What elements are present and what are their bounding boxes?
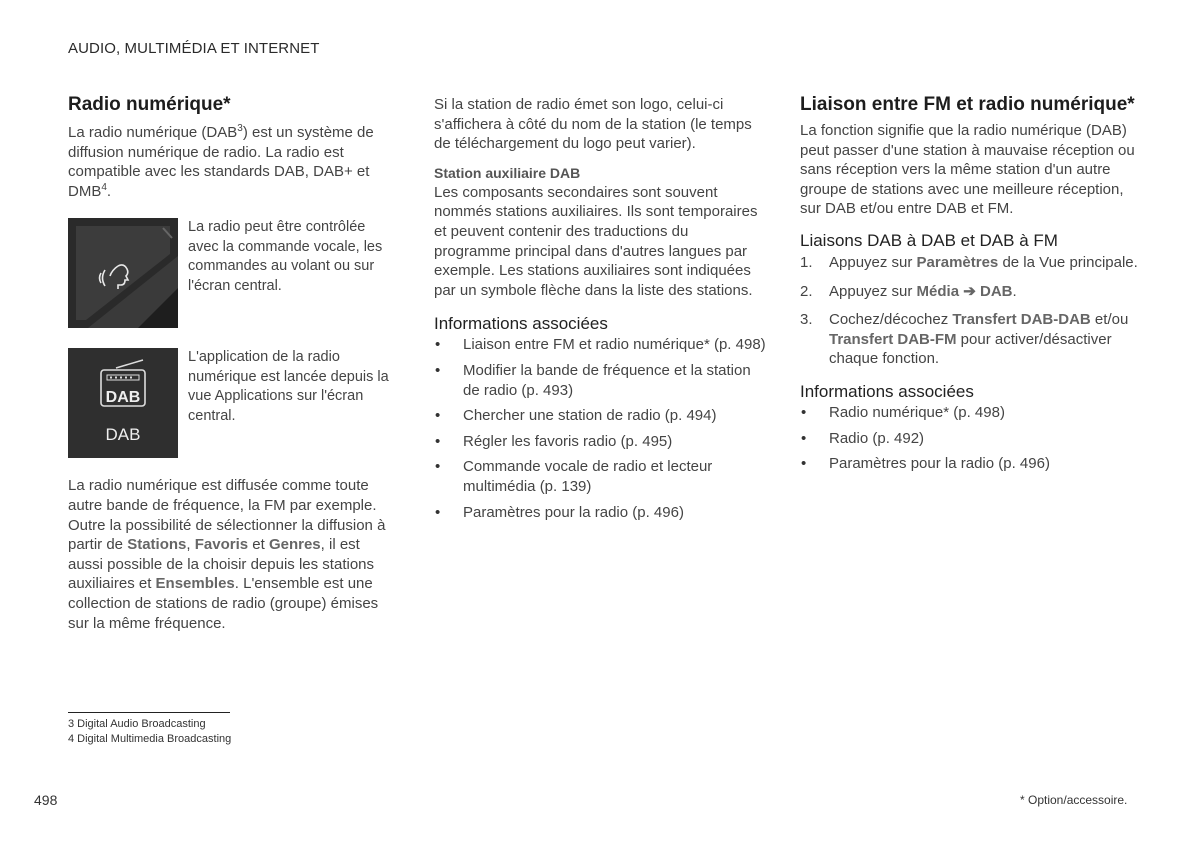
ui-label-parametres: Paramètres bbox=[916, 253, 999, 271]
related-link-text: Radio numérique* (p. 498) bbox=[829, 403, 1005, 421]
running-header: AUDIO, MULTIMÉDIA ET INTERNET bbox=[68, 40, 320, 57]
related-link-commande-vocale[interactable] bbox=[434, 457, 769, 496]
section-title-liaison-fm: Liaison entre FM et radio numérique* bbox=[800, 94, 1135, 115]
broadcast-comma: , bbox=[186, 536, 195, 554]
column-liaison-fm bbox=[800, 94, 1140, 480]
ui-label-stations: Stations bbox=[127, 536, 187, 554]
liaison-intro-paragraph: La fonction signifie que la radio numérique (DAB) peut passer d'une station à mauvaise réception ou sans réception vers la même station d'un autre groupe de stations avec une meilleure réception, sur DAB et/ou entre DAB et FM. bbox=[800, 122, 1135, 218]
ui-label-favoris: Favoris bbox=[194, 536, 249, 554]
ui-label-media: Média bbox=[916, 282, 960, 300]
related-link-text: Régler les favoris radio (p. 495) bbox=[463, 432, 673, 450]
related-link-chercher-station[interactable] bbox=[434, 406, 769, 426]
broadcast-paragraph bbox=[68, 476, 398, 633]
related-link-liaison-fm[interactable] bbox=[434, 335, 769, 355]
step-text: Cochez/décochez bbox=[829, 311, 953, 329]
related-info-list bbox=[434, 335, 769, 522]
broadcast-et: et bbox=[248, 536, 269, 554]
step-text: de la Vue principale. bbox=[998, 253, 1138, 271]
related-info-list-2 bbox=[800, 403, 1140, 474]
footnote-divider bbox=[68, 712, 230, 713]
step-text: pour activer/désactiver chaque fonction. bbox=[829, 330, 1112, 368]
voice-control-caption: La radio peut être contrôlée avec la commande vocale, les commandes au volant ou sur l'écran central. bbox=[188, 219, 383, 294]
related-link-text: Chercher une station de radio (p. 494) bbox=[463, 407, 717, 425]
intro-text-c: . bbox=[106, 182, 112, 200]
dab-app-figure bbox=[68, 348, 398, 458]
section-title-radio-numerique: Radio numérique* bbox=[68, 94, 231, 115]
step-text: . bbox=[1012, 282, 1017, 300]
related-link-text: Modifier la bande de fréquence et la station de radio (p. 493) bbox=[463, 361, 751, 399]
related-link-radio[interactable] bbox=[800, 429, 1140, 449]
step-number: 2. bbox=[800, 282, 813, 300]
voice-command-icon bbox=[68, 218, 178, 328]
related-link-modifier-bande[interactable] bbox=[434, 361, 769, 400]
liaisons-steps bbox=[800, 253, 1140, 369]
page-number: 498 bbox=[34, 792, 58, 808]
related-link-favoris[interactable] bbox=[434, 432, 769, 452]
intro-text-b: ) est un système de diffusion numérique de radio. La radio est compatible avec les standards DAB, DAB+ et DMB bbox=[68, 124, 374, 200]
option-note: * Option/accessoire. bbox=[1020, 793, 1128, 807]
ui-label-dab: DAB bbox=[979, 282, 1013, 300]
related-link-radio-numerique[interactable] bbox=[800, 403, 1140, 423]
footnote-4: 4 Digital Multimedia Broadcasting bbox=[68, 733, 232, 745]
related-info-title-2: Informations associées bbox=[800, 381, 974, 401]
arrow-right-icon: ➔ bbox=[963, 282, 976, 300]
related-link-parametres[interactable] bbox=[434, 503, 769, 523]
intro-text-a: La radio numérique (DAB bbox=[68, 124, 238, 141]
aux-station-paragraph: Les composants secondaires sont souvent nommés stations auxiliaires. Ils sont temporaires et peuvent contenir des traductions du programme principal dans d'autres langues par exemple. Les stations auxiliaires sont indiquées par un symbole flèche dans la liste des stations. bbox=[434, 183, 758, 299]
ui-label-transfert-dab-dab: Transfert DAB-DAB bbox=[952, 311, 1091, 329]
ui-label-transfert-dab-fm: Transfert DAB-FM bbox=[829, 330, 957, 348]
footnote-3: 3 Digital Audio Broadcasting bbox=[68, 718, 206, 730]
ui-label-ensembles: Ensembles bbox=[155, 575, 235, 593]
related-link-parametres-radio[interactable] bbox=[800, 454, 1140, 474]
broadcast-text-b: , il est aussi possible de la choisir depuis les stations auxiliaires et bbox=[68, 536, 374, 593]
aux-station-title: Station auxiliaire DAB bbox=[434, 164, 581, 181]
step-text: et/ou bbox=[1090, 311, 1129, 329]
related-link-text: Paramètres pour la radio (p. 496) bbox=[829, 455, 1050, 473]
related-info-title: Informations associées bbox=[434, 314, 608, 334]
related-link-text: Liaison entre FM et radio numérique* (p. 498) bbox=[463, 336, 766, 354]
voice-control-figure bbox=[68, 218, 398, 328]
dab-app-caption: L'application de la radio numérique est lancée depuis la vue Applications sur l'écran central. bbox=[188, 349, 389, 424]
column-radio-numerique bbox=[68, 94, 398, 633]
step-1 bbox=[800, 253, 1140, 273]
broadcast-text-a: La radio numérique est diffusée comme toute autre bande de fréquence, la FM par exemple. Outre la possibilité de sélectionner la diffusion à partir de bbox=[68, 477, 386, 554]
logo-paragraph: Si la station de radio émet son logo, celui-ci s'affichera à côté du nom de la station (le temps de téléchargement du logo peut varier). bbox=[434, 96, 752, 153]
step-number: 1. bbox=[800, 253, 813, 271]
related-link-text: Commande vocale de radio et lecteur multimédia (p. 139) bbox=[463, 458, 713, 495]
footnote-ref-4: 4 bbox=[101, 181, 107, 193]
dab-icon-label: DAB bbox=[105, 389, 141, 407]
dab-app-image bbox=[68, 348, 178, 458]
step-text: Appuyez sur bbox=[829, 253, 917, 271]
related-link-text: Radio (p. 492) bbox=[829, 429, 925, 447]
intro-paragraph bbox=[68, 123, 398, 201]
step-3 bbox=[800, 310, 1140, 369]
related-link-text: Paramètres pour la radio (p. 496) bbox=[463, 503, 684, 521]
footnote-ref-3: 3 bbox=[237, 123, 243, 134]
liaisons-subtitle: Liaisons DAB à DAB et DAB à FM bbox=[800, 230, 1058, 250]
dab-radio-icon bbox=[68, 348, 178, 458]
column-station-logo bbox=[434, 95, 769, 528]
voice-control-image bbox=[68, 218, 178, 328]
step-2 bbox=[800, 282, 1140, 302]
broadcast-text-c: . L'ensemble est une collection de stations de radio (groupe) émises sur la même fréquence. bbox=[68, 575, 379, 632]
step-number: 3. bbox=[800, 311, 813, 329]
ui-label-genres: Genres bbox=[268, 536, 321, 554]
dab-app-label: DAB bbox=[105, 425, 141, 445]
step-text: Appuyez sur bbox=[829, 282, 917, 300]
